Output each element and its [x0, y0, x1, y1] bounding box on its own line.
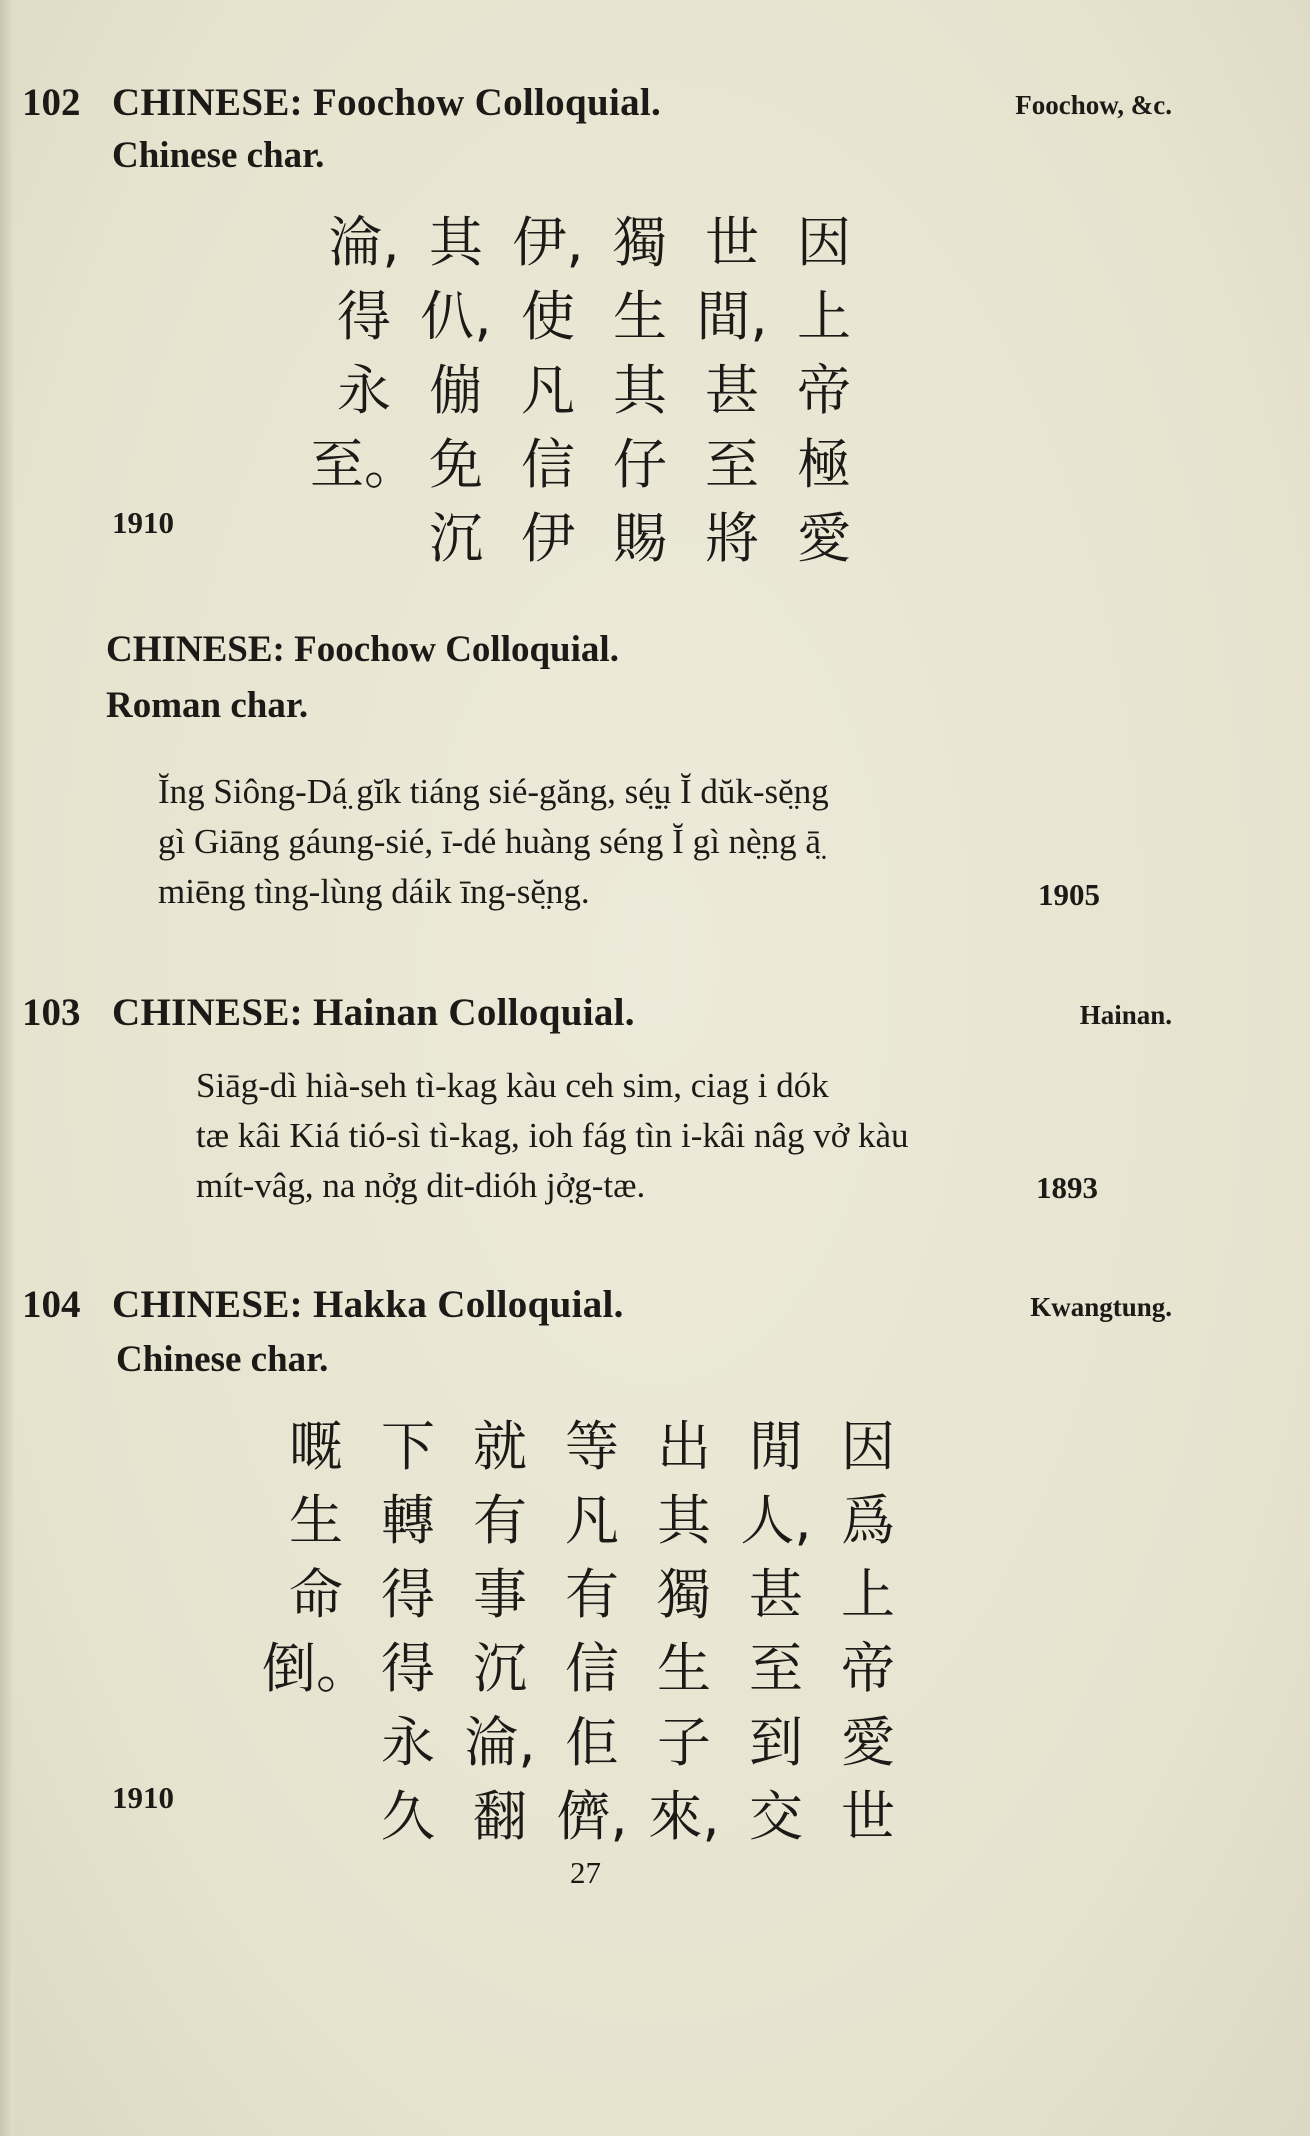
entry-103-heading	[22, 990, 1172, 1046]
chinese-character: 生	[613, 285, 667, 348]
text-line: mít-vâg, na nở̤g dit-dióh jở̤g-tæ.	[196, 1166, 646, 1205]
chinese-character: 極	[797, 433, 851, 496]
text-line: Ĭng Siông-Dá̤ gĭk tiáng sié-găng, sé̤ṳ Ĭ dŭk-sĕ̤ng	[158, 772, 829, 811]
chinese-character: 至	[749, 1637, 803, 1700]
chinese-character: 傰	[429, 359, 483, 422]
chinese-character: 甚	[705, 359, 759, 422]
chinese-character: 帝	[841, 1637, 895, 1700]
text-column	[454, 1410, 546, 1854]
chinese-character: 至	[705, 433, 759, 496]
entry-title: CHINESE: Hainan Colloquial.	[112, 991, 635, 1034]
entry-number: 103	[22, 991, 81, 1034]
chinese-character: 生	[289, 1489, 343, 1552]
chinese-character: 愛	[797, 507, 851, 570]
entry-region: Kwangtung.	[1030, 1292, 1172, 1322]
chinese-character: 儕,	[556, 1785, 628, 1848]
chinese-character: 間,	[696, 285, 768, 348]
chinese-character: 命	[289, 1563, 343, 1626]
chinese-character: 事	[473, 1563, 527, 1626]
chinese-character: 獨	[657, 1563, 711, 1626]
chinese-character: 得	[381, 1637, 435, 1700]
chinese-character: 得	[337, 285, 391, 348]
text-column	[638, 1410, 730, 1854]
chinese-character: 仈,	[420, 285, 492, 348]
entry-title: CHINESE: Foochow Colloquial.	[112, 81, 662, 124]
chinese-character: 其	[429, 211, 483, 274]
chinese-character: 倒。	[262, 1637, 370, 1700]
chinese-character: 交	[749, 1785, 803, 1848]
chinese-character: 甚	[749, 1563, 803, 1626]
chinese-character: 愛	[841, 1711, 895, 1774]
chinese-character: 佢	[565, 1711, 619, 1774]
chinese-character: 至。	[310, 433, 418, 496]
chinese-character: 因	[841, 1415, 895, 1478]
chinese-character: 有	[473, 1489, 527, 1552]
chinese-character: 信	[521, 433, 575, 496]
chinese-character: 沉	[429, 507, 483, 570]
text-column	[362, 1410, 454, 1854]
entry-104-chinese-text	[262, 1410, 914, 1854]
entry-number: 104	[22, 1283, 81, 1326]
entry-region: Foochow, &c.	[1015, 90, 1172, 120]
chinese-character: 其	[657, 1489, 711, 1552]
chinese-character: 閒	[749, 1415, 803, 1478]
text-column	[502, 206, 594, 576]
entry-number: 102	[22, 81, 81, 124]
chinese-character: 生	[657, 1637, 711, 1700]
chinese-character: 子	[657, 1711, 711, 1774]
chinese-character: 凡	[565, 1489, 619, 1552]
entry-104-script-label: Chinese char.	[116, 1339, 329, 1380]
chinese-character: 翻	[473, 1785, 527, 1848]
entry-102-chinese-text	[310, 206, 870, 576]
page-spine-shadow	[0, 0, 14, 2136]
chinese-character: 世	[841, 1785, 895, 1848]
text-line: tæ kâi Kiá tió-sì tì-kag, ioh fág tìn i-kâi nâg vở kàu	[196, 1116, 909, 1155]
text-column	[410, 206, 502, 576]
chinese-character: 其	[613, 359, 667, 422]
hainan-roman-text	[196, 1061, 909, 1211]
chinese-character: 嘅	[289, 1415, 343, 1478]
text-column	[730, 1410, 822, 1854]
foochow-roman-script-label: Roman char.	[106, 685, 309, 726]
chinese-character: 伊,	[512, 211, 584, 274]
chinese-character: 帝	[797, 359, 851, 422]
chinese-character: 淪,	[328, 211, 400, 274]
foochow-roman-text	[158, 767, 829, 917]
chinese-character: 得	[381, 1563, 435, 1626]
chinese-character: 使	[521, 285, 575, 348]
chinese-character: 轉	[381, 1489, 435, 1552]
entry-104-heading	[22, 1282, 1172, 1338]
text-line: gì Giāng gáung-sié, ī-dé huàng séng Ĭ gì nè̤ng ā̤	[158, 822, 821, 861]
chinese-character: 等	[565, 1415, 619, 1478]
chinese-character: 沉	[473, 1637, 527, 1700]
text-column	[822, 1410, 914, 1854]
chinese-character: 爲	[841, 1489, 895, 1552]
chinese-character: 就	[473, 1415, 527, 1478]
text-column	[778, 206, 870, 576]
entry-104-year: 1910	[112, 1780, 174, 1815]
chinese-character: 上	[841, 1563, 895, 1626]
entry-102-script-label: Chinese char.	[112, 135, 325, 176]
chinese-character: 下	[381, 1415, 435, 1478]
chinese-character: 來,	[648, 1785, 720, 1848]
text-column	[262, 1410, 370, 1854]
foochow-roman-heading: CHINESE: Foochow Colloquial.	[106, 629, 619, 670]
text-line: miēng tìng-lùng dáik īng-sĕ̤ng.	[158, 872, 590, 911]
chinese-character: 淪,	[464, 1711, 536, 1774]
chinese-character: 有	[565, 1563, 619, 1626]
chinese-character: 凡	[521, 359, 575, 422]
chinese-character: 賜	[613, 507, 667, 570]
text-column	[594, 206, 686, 576]
chinese-character: 世	[705, 211, 759, 274]
chinese-character: 久	[381, 1785, 435, 1848]
chinese-character: 伊	[521, 507, 575, 570]
text-column	[686, 206, 778, 576]
chinese-character: 獨	[613, 211, 667, 274]
chinese-character: 到	[749, 1711, 803, 1774]
chinese-character: 永	[337, 359, 391, 422]
chinese-character: 永	[381, 1711, 435, 1774]
chinese-character: 出	[657, 1415, 711, 1478]
page-number: 27	[570, 1855, 601, 1890]
chinese-character: 人,	[740, 1489, 812, 1552]
entry-102-heading	[22, 80, 1172, 136]
text-line: Siāg-dì hià-seh tì-kag kàu ceh sim, ciag i dók	[196, 1066, 829, 1105]
chinese-character: 將	[705, 507, 759, 570]
entry-title: CHINESE: Hakka Colloquial.	[112, 1283, 624, 1326]
chinese-character: 上	[797, 285, 851, 348]
entry-region: Hainan.	[1079, 1000, 1172, 1030]
chinese-character: 仔	[613, 433, 667, 496]
text-column	[546, 1410, 638, 1854]
hainan-year: 1893	[1036, 1170, 1098, 1205]
chinese-character: 信	[565, 1637, 619, 1700]
entry-102-year: 1910	[112, 505, 174, 540]
chinese-character: 因	[797, 211, 851, 274]
text-column	[310, 206, 418, 576]
foochow-roman-year: 1905	[1038, 877, 1100, 912]
chinese-character: 免	[429, 433, 483, 496]
